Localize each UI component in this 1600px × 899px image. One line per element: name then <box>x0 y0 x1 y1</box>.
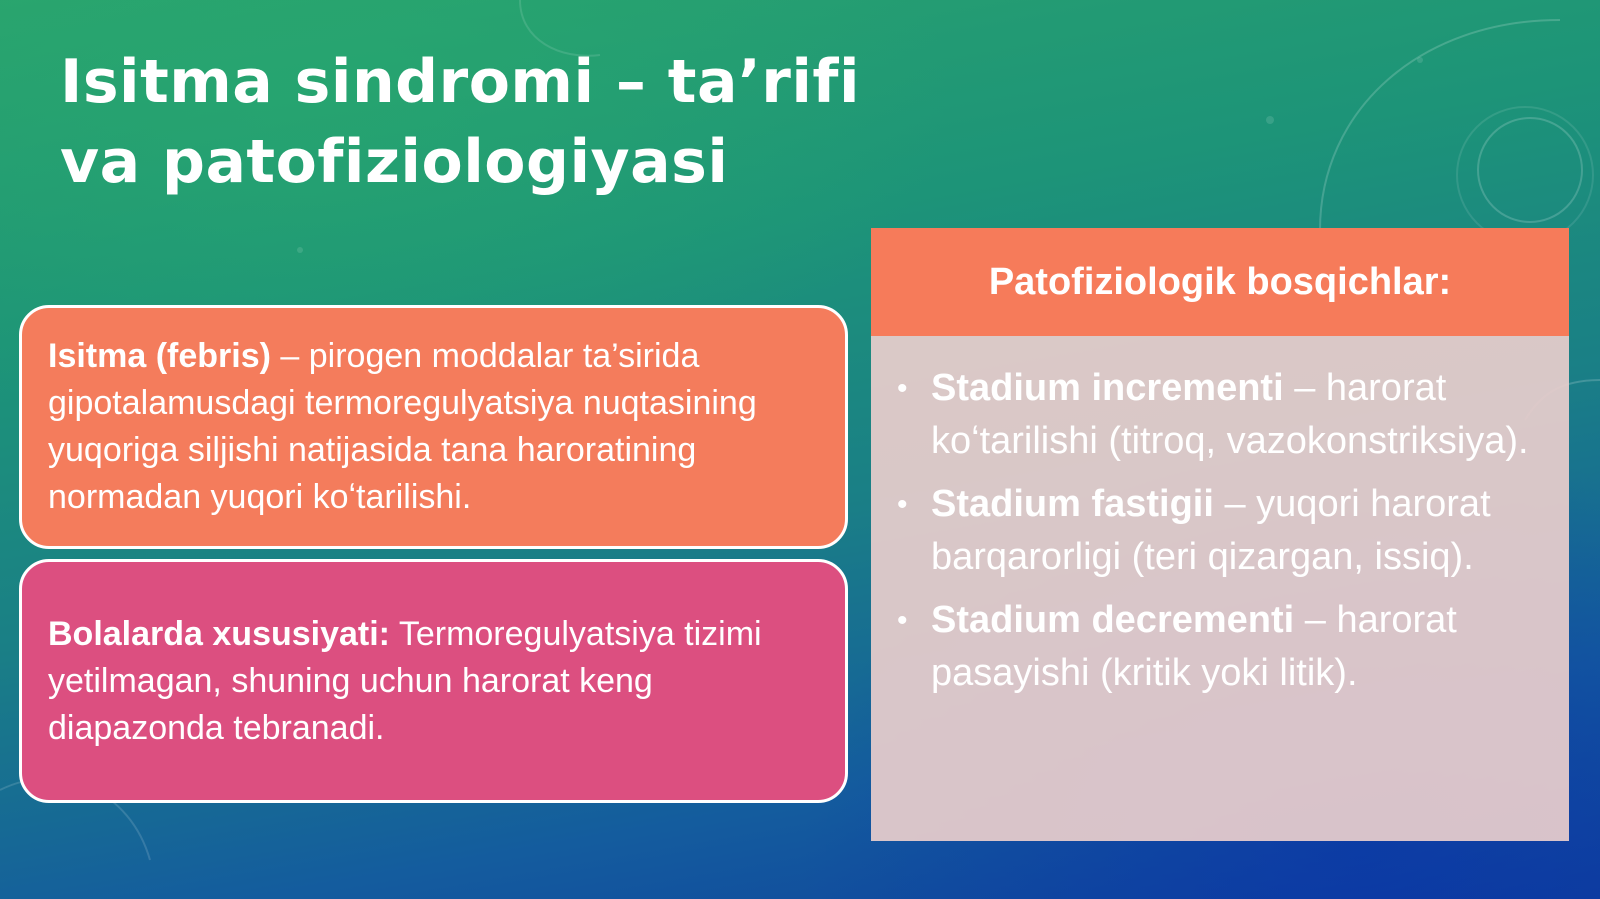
children-features-text <box>48 611 819 752</box>
stage-item-decrementi <box>897 594 1549 700</box>
definition-term: Isitma (febris) <box>48 337 271 375</box>
children-features-description: Termoregulyatsiya tizimi yetilmagan, shuning uchun harorat keng diapazonda tebranadi. <box>48 614 762 747</box>
stage-item-incrementi <box>897 362 1549 468</box>
bullet-dot-icon: • <box>897 372 908 405</box>
bullet-dot-icon: • <box>897 488 908 521</box>
slide-title <box>60 42 880 202</box>
children-features-term: Bolalarda xususiyati: <box>48 614 391 653</box>
stages-list <box>871 336 1569 700</box>
stage-name: Stadium incrementi <box>931 367 1284 409</box>
stages-panel <box>871 228 1569 841</box>
stage-item-fastigii <box>897 478 1549 584</box>
definition-text <box>48 333 819 521</box>
stage-name: Stadium decrementi <box>931 599 1295 641</box>
definition-box <box>19 305 848 549</box>
stage-description: – harorat koʻtarilishi (titroq, vazokonstriksiya). <box>931 367 1529 462</box>
slide-title-line-1: Isitma sindromi – ta’rifi <box>60 47 861 117</box>
definition-description: – pirogen moddalar ta’sirida gipotalamusdagi termoregulyatsiya nuqtasining yuqoriga siljishi natijasida tana haroratining normadan yuqori koʻtarilishi. <box>48 337 757 516</box>
bullet-dot-icon: • <box>897 604 908 637</box>
stage-description: – yuqori harorat barqarorligi (teri qizargan, issiq). <box>931 483 1491 578</box>
stages-panel-header: Patofiziologik bosqichlar: <box>871 228 1569 336</box>
children-features-box <box>19 559 848 803</box>
stage-description: – harorat pasayishi (kritik yoki litik). <box>931 599 1457 694</box>
stage-name: Stadium fastigii <box>931 483 1214 525</box>
slide-title-line-2: va patofiziologiyasi <box>60 127 729 197</box>
